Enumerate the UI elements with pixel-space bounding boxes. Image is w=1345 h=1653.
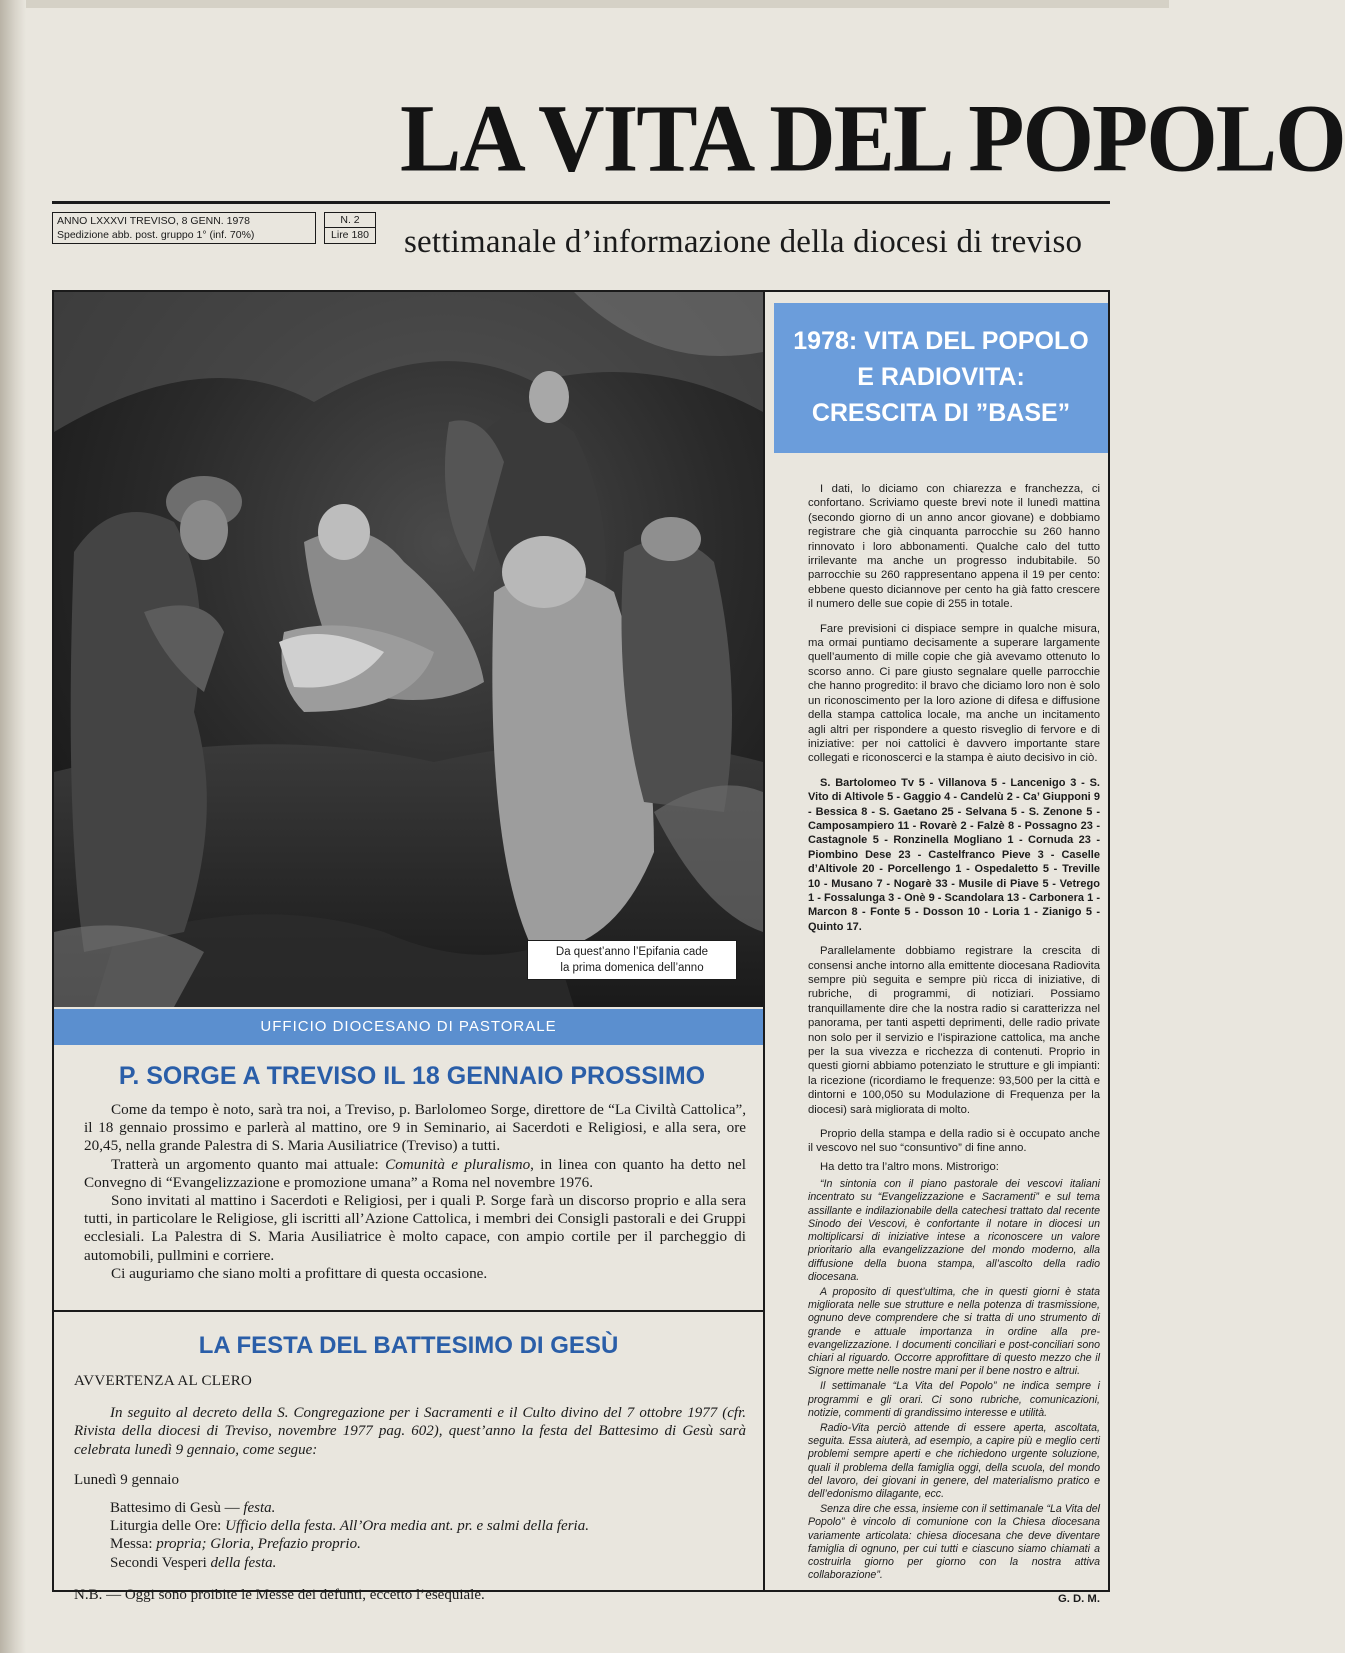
editorial-headline-line2: E RADIOVITA: [857, 363, 1025, 391]
festa-subhead: AVVERTENZA AL CLERO [74, 1373, 253, 1389]
festa-item-text: propria; Gloria, Prefazio proprio. [156, 1536, 361, 1553]
festa-item-text: festa. [243, 1500, 276, 1517]
bishop-quote: “In sintonia con il piano pastorale dei vescovi italiani incentrato su “Evangelizzazione e Sacramenti” e sul tema assillante e indilazionabile della catechesi trattato dal recente Sinodo dei Vescovi, è confortante il notare in diocesi un moltiplicarsi di iniziative intese a riconoscere un valore prioritario alla evangelizzazione del mondo moderno, alla diffusione della buona stampa, all’ascolto della radio diocesana. [808, 1178, 1100, 1283]
festa-item-label: Battesimo di Gesù — [110, 1500, 244, 1517]
festa-article-title: LA FESTA DEL BATTESIMO DI GESÙ [198, 1332, 619, 1359]
sorge-paragraph [84, 1156, 746, 1192]
section-divider [54, 1310, 763, 1312]
editorial-paragraph: I dati, lo diciamo con chiarezza e franchezza, ci confortano. Scriviamo queste brevi note il lunedì mattina (secondo giorno di un anno ancor giovane) e dobbiamo registrare che già cinquanta parrocchie su 260 hanno rinnovato i loro abbonamenti. Qualche calo del tutto irrilevante ma anche un progresso indubitabile. 50 parrocchie su 260 rappresentano appena il 19 per cento: ebbene questo diciannove per cento ha già fatto crescere il numero delle sue copie di 255 in totale. [808, 483, 1100, 611]
sorge-article-body [84, 1101, 746, 1283]
photo-caption [527, 940, 737, 980]
festa-item-label: Secondi Vesperi [110, 1554, 211, 1571]
issue-number: N. 2 [325, 213, 375, 228]
column-divider [763, 292, 765, 1590]
parish-list: S. Bartolomeo Tv 5 - Villanova 5 - Lancenigo 3 - S. Vito di Altivole 5 - Gaggio 4 - Candelù 2 - Ca’ Giupponi 9 - Bessica 8 - S. Gaetano 25 - Selvana 5 - S. Zenone 5 - Camposampiero 11 - Rovarè 2 - Falzè 8 - Possagno 23 - Castagnole 5 - Ronzinella Mogliano 1 - Cornuda 23 - Piombino Dese 23 - Castelfranco Pieve 3 - Caselle d’Altivole 20 - Porcellengo 1 - Ospedaletto 5 - Treville 10 - Musano 7 - Nogarè 33 - Musile di Piave 5 - Vetrego 1 - Fossalunga 3 - Onè 9 - Scandolara 13 - Carbonera 1 - Marcon 8 - Fonte 5 - Dosson 10 - Loria 1 - Zianigo 5 - Quinto 17. [808, 776, 1100, 933]
editorial-paragraph: Proprio della stampa e della radio si è occupato anche il vescovo nel suo “consuntivo” di fine anno. [808, 1128, 1100, 1155]
photo-caption-line1: Da quest’anno l’Epifania cade [555, 946, 709, 958]
editorial-article [808, 482, 1100, 1617]
nativity-scene-image [54, 292, 763, 1007]
pastorale-banner: UFFICIO DIOCESANO DI PASTORALE [54, 1009, 763, 1045]
festa-intro: In seguito al decreto della S. Congregazione per i Sacramenti e il Culto divino del 7 ottobre 1977 (cfr. Rivista della diocesi di Treviso, novembre 1977 pag. 602), quest’anno la festa del Battesimo di Gesù sarà celebrata lunedì 9 gennaio, come segue: [74, 1405, 746, 1458]
photo-caption-line2: la prima domenica dell’anno [560, 962, 704, 974]
masthead-tagline: settimanale d’informazione della diocesi di treviso [404, 224, 1083, 260]
festa-item [110, 1554, 746, 1572]
editorial-paragraph: Fare previsioni ci dispiace sempre in qualche misura, ma ormai puntiamo decisamente a superare largamente quell’aumento di mille copie che già avevamo ottenuto lo scorso anno. Ci pare giusto segnalare quelle parrocchie che hanno progredito: il bravo che diciamo loro non è solo un riconoscimento per la loro azione di difesa e diffusione della stampa cattolica locale, ma anche un incitamento agli altri per rispondere a questo risveglio di fervore e di iniziative: per noi cattolici è davvero importante stare collegati e riconoscerci e la stampa è aiuto decisivo in ciò. [808, 622, 1100, 765]
bishop-quote: Radio-Vita perciò attende di essere aperta, ascoltata, seguita. Essa aiuterà, ad esempio, a capire più e meglio certi problemi sempre aperti e che richiedono urgente soluzione, quali il problema della famiglia oggi, della scuola, del mondo del lavoro, dei giovani in genere, del materialismo pratico e dell’edonismo dilagante, ecc. [808, 1421, 1100, 1500]
issue-info-line2: Spedizione abb. post. gruppo 1° (inf. 70%) [57, 229, 255, 241]
issue-number-box [324, 212, 376, 244]
page-top-edge [0, 0, 1169, 8]
sorge-article-title: P. SORGE A TREVISO IL 18 GENNAIO PROSSIMO [118, 1062, 706, 1090]
festa-item-label: Liturgia delle Ore: [110, 1518, 226, 1535]
sorge-paragraph: Sono invitati al mattino i Sacerdoti e Religiosi, per i quali P. Sorge farà un discorso proprio e alla sera tutti, in particolare le Religiose, gli iscritti all’Azione Cattolica, i membri dei Consigli pastorali e dei Gruppi ecclesiali. La Palestra di S. Maria Ausiliatrice è molto capace, con ampio cortile per il parcheggio di automobili, pullmini e corriere. [84, 1192, 746, 1264]
festa-article-body [74, 1372, 746, 1604]
festa-note: N.B. — Oggi sono proibite le Messe dei defunti, eccetto l’esequiale. [74, 1586, 485, 1603]
sorge-text: , in linea con quanto ha detto nel Convegno di “Evangelizzazione e promozione umana” a Roma nel novembre 1976. [84, 1155, 746, 1191]
nativity-photo [54, 292, 763, 1007]
masthead-rule [52, 201, 1110, 204]
page-binding-shadow [0, 0, 26, 1653]
editorial-signature: G. D. M. [1057, 1593, 1100, 1606]
festa-item [110, 1535, 746, 1553]
sorge-paragraph: Ci auguriamo che siano molti a profittare di questa occasione. [111, 1264, 488, 1282]
festa-item-text: Ufficio della festa. All’Ora media ant. pr. e salmi della feria. [225, 1518, 589, 1535]
editorial-paragraph: Ha detto tra l’altro mons. Mistrorigo: [820, 1160, 999, 1173]
editorial-paragraph: Parallelamente dobbiamo registrare la crescita di consensi anche intorno alla emittente diocesana Radiovita sempre più seguita e sempre più ricca di iniziative, di rubriche, di programmi, di notiziari. Possiamo tranquillamente dire che la nostra radio si caratterizza nel panorama, per tanti aspetti deprimenti, delle radio private non solo per il servizio e l’ispirazione cattolica, ma anche per la sua vivezza e ricchezza di contenuti. Proprio in questi giorni abbiamo potenziato le strutture e gli impianti: la ricezione (ricordiamo le frequenze: 93,500 per la città e dintorni e 100,050 su Modulazione di Frequenza per la diocesi) sarà migliorata di molto. [808, 945, 1100, 1116]
bishop-quote: Senza dire che essa, insieme con il settimanale “La Vita del Popolo” è vincolo di comunione con la Chiesa diocesana variamente articolata: chiesa diocesana che deve diventare famiglia di ognuno, per cui tutti e ciascuno siamo chiamati a costruirla giorno per giorno con la nostra attiva collaborazione”. [808, 1503, 1100, 1582]
sorge-text: Tratterà un argomento quanto mai attuale: [111, 1155, 386, 1173]
festa-item-text: della festa. [210, 1554, 277, 1571]
bishop-quote: Il settimanale “La Vita del Popolo” ne indica sempre i programmi e gli orari. Ci sono rubriche, comunicazioni, notizie, commenti di grandissimo interesse e utilità. [808, 1380, 1100, 1419]
editorial-headline-line1: 1978: VITA DEL POPOLO [793, 327, 1089, 355]
editorial-headline-line3: CRESCITA DI ”BASE” [811, 399, 1071, 427]
issue-info-line1: ANNO LXXXVI TREVISO, 8 GENN. 1978 [57, 215, 250, 227]
sorge-paragraph: Come da tempo è noto, sarà tra noi, a Treviso, p. Barlolomeo Sorge, direttore de “La Civiltà Cattolica”, il 18 gennaio prossimo e parlerà al mattino, ore 9 in Seminario, ai Sacerdoti e Religiosi, e alla sera, ore 20,45, nella grande Palestra di S. Maria Ausiliatrice (Treviso) a tutti. [84, 1101, 746, 1155]
issue-price: Lire 180 [331, 229, 369, 241]
festa-day: Lunedì 9 gennaio [74, 1471, 179, 1488]
festa-item-label: Messa: [110, 1536, 157, 1553]
festa-item [110, 1517, 746, 1535]
sorge-emphasis: Comunità e pluralismo [385, 1155, 531, 1173]
editorial-headline-box [774, 303, 1108, 453]
issue-info-box [52, 212, 316, 244]
masthead-title: LA VITA DEL POPOLO [400, 84, 1345, 192]
bishop-quote: A proposito di quest’ultima, che in questi giorni è stata migliorata nelle sue strutture e nella potenza di trasmissione, ognuno deve comprendere che si tratta di uno strumento di grande e attuale importanza in ordine alla pre-evangelizzazione. I documenti conciliari e post-conciliari sono chiari al riguardo. Occorre approfittare di questo mezzo che il Signore mette nelle nostre mani per il bene nostro e altrui. [808, 1285, 1100, 1378]
festa-item [110, 1499, 746, 1517]
